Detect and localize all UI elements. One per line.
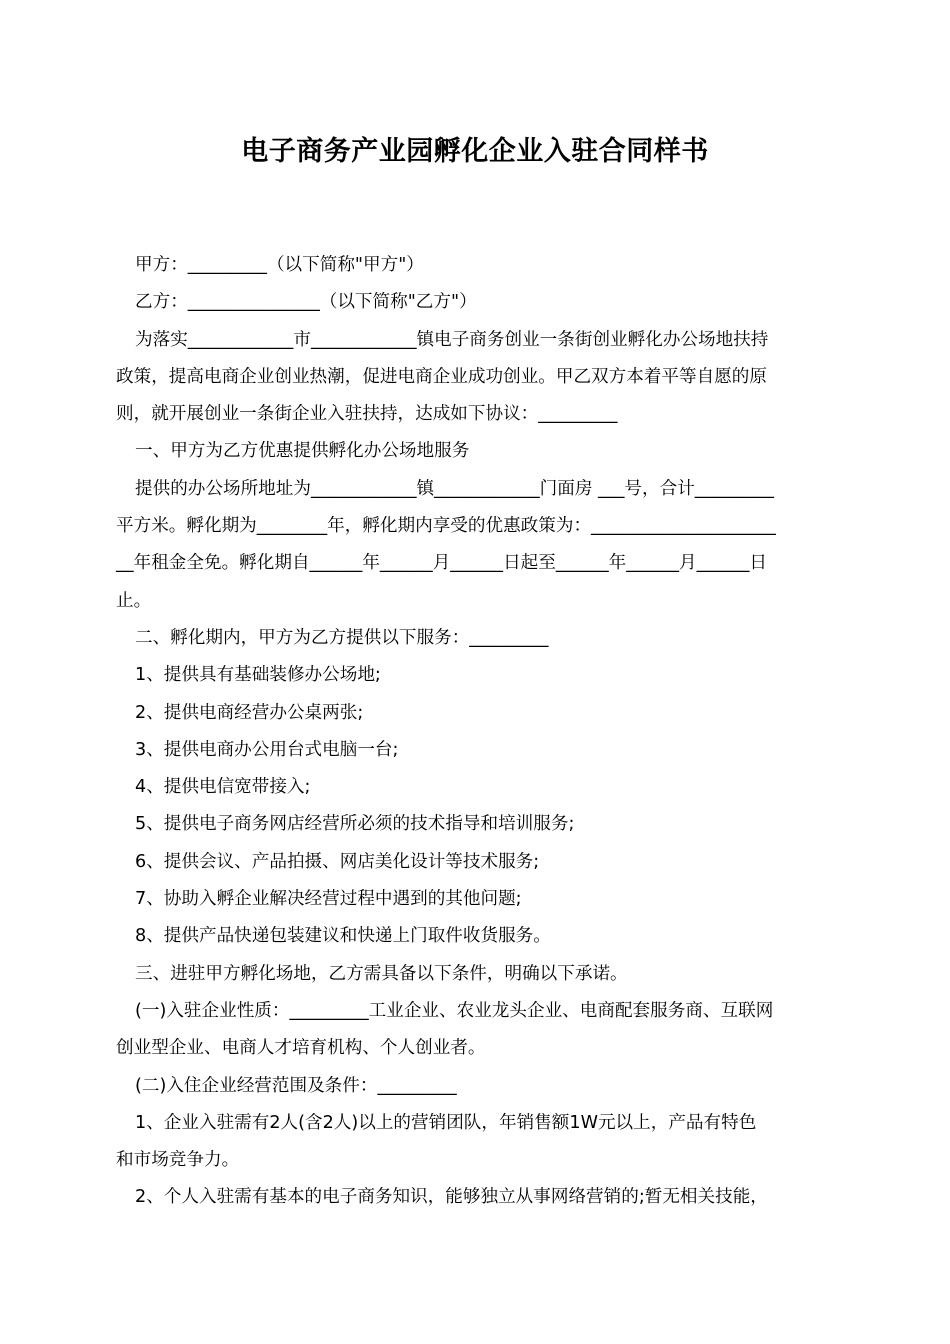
subsection-1-line-1: (一)入驻企业性质：_________工业企业、农业龙头企业、电商配套服务商、互联网 [135,1000,774,1021]
party-a-line: 甲方：_________（以下简称"甲方"） [135,255,424,275]
section-3-heading: 三、进驻甲方孵化场地，乙方需具备以下条件，明确以下承诺。 [135,963,628,984]
service-item-2: 2、提供电商经营办公桌两张; [135,702,364,723]
service-item-6: 6、提供会议、产品拍摄、网店美化设计等技术服务; [135,851,540,872]
section-1-line-1: 提供的办公场所地址为____________镇____________门面房 ___号，合计_________ [135,478,774,499]
subsection-2-heading: (二)入住企业经营范围及条件：_________ [135,1075,457,1096]
condition-2-line-1: 2、个人入驻需有基本的电子商务知识，能够独立从事网络营销的;暂无相关技能， [135,1187,768,1208]
section-1-line-4: 止。 [116,590,152,611]
section-1-line-3: __年租金全免。孵化期自______年______月______日起至______年______月______日 [116,553,767,574]
service-item-3: 3、提供电商办公用台式电脑一台; [135,739,399,760]
service-item-8: 8、提供产品快递包装建议和快递上门取件收货服务。 [135,926,551,947]
document-title: 电子商务产业园孵化企业入驻合同样书 [241,136,709,167]
service-item-1: 1、提供具有基础装修办公场地; [135,665,381,686]
preamble-line-1: 为落实____________市____________镇电子商务创业一条街创业孵化办公场地扶持 [135,329,769,350]
condition-1-line-2: 和市场竞争力。 [116,1150,240,1171]
party-b-line: 乙方：_______________（以下简称"乙方"） [135,292,477,313]
service-item-5: 5、提供电子商务网店经营所必须的技术指导和培训服务; [135,814,575,835]
section-2-heading: 二、孵化期内，甲方为乙方提供以下服务：_________ [135,627,549,648]
section-1-heading: 一、甲方为乙方优惠提供孵化办公场地服务 [135,441,470,462]
condition-1-line-1: 1、企业入驻需有2人(含2人)以上的营销团队，年销售额1W元以上，产品有特色 [135,1112,757,1133]
document-body [116,247,836,1217]
subsection-1-line-2: 创业型企业、电商人才培育机构、个人创业者。 [116,1038,486,1059]
preamble-line-2: 政策，提高电商企业创业热潮，促进电商企业成功创业。甲乙双方本着平等自愿的原 [116,366,767,387]
section-1-line-2: 平方米。孵化期为________年，孵化期内享受的优惠政策为：_____________________ [116,516,776,537]
preamble-line-3: 则，就开展创业一条街企业入驻扶持，达成如下协议：_________ [116,404,618,425]
service-item-4: 4、提供电信宽带接入; [135,777,311,798]
service-item-7: 7、协助入孵企业解决经营过程中遇到的其他问题; [135,889,522,910]
